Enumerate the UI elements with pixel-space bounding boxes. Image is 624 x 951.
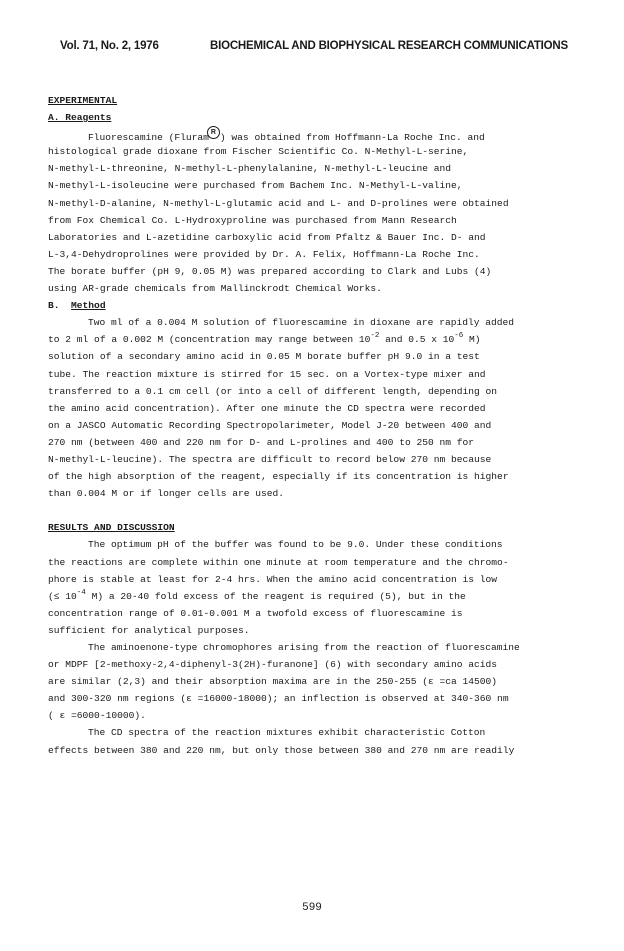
results-line: are similar (2,3) and their absorption maxima are in the 250-255 (ε =ca 14500) bbox=[48, 676, 498, 688]
reagents-line: N-methyl-L-threonine, N-methyl-L-phenylalanine, N-methyl-L-leucine and bbox=[48, 163, 452, 175]
reagents-line: using AR-grade chemicals from Mallinckrodt Chemical Works. bbox=[48, 283, 382, 295]
reagents-text: ) was obtained from Hoffmann-La Roche Inc. and bbox=[219, 132, 485, 144]
method-line: transferred to a 0.1 cm cell (or into a cell of different length, depending on bbox=[48, 385, 498, 397]
reagents-line: Laboratories and L-azetidine carboxylic acid from Pfaltz & Bauer Inc. D- and bbox=[48, 231, 486, 243]
method-line: tube. The reaction mixture is stirred for 15 sec. on a Vortex-type mixer and bbox=[48, 368, 486, 380]
method-heading-prefix: B. bbox=[48, 300, 72, 312]
reagents-line: N-methyl-L-isoleucine were purchased from Bachem Inc. N-Methyl-L-valine, bbox=[48, 180, 463, 192]
method-line bbox=[48, 331, 588, 348]
results-line: sufficient for analytical purposes. bbox=[48, 624, 250, 636]
method-heading-text: Method bbox=[71, 300, 106, 312]
method-text: to 2 ml of a 0.002 M (concentration may range between 10 bbox=[48, 334, 371, 346]
reagents-line bbox=[48, 126, 588, 143]
reagents-text: Fluorescamine (Fluram bbox=[88, 132, 209, 144]
method-line: of the high absorption of the reagent, especially if its concentration is higher bbox=[48, 471, 509, 483]
results-line: The optimum pH of the buffer was found to be 9.0. Under these conditions bbox=[88, 539, 503, 551]
method-text: and 0.5 x 10 bbox=[379, 334, 455, 346]
method-line: Two ml of a 0.004 M solution of fluorescamine in dioxane are rapidly added bbox=[88, 317, 515, 329]
results-line: ( ε =6000-10000). bbox=[48, 710, 146, 722]
method-line: on a JASCO Automatic Recording Spectropolarimeter, Model J-20 between 400 and bbox=[48, 419, 492, 431]
results-line: The aminoenone-type chromophores arising from the reaction of fluorescamine bbox=[88, 642, 520, 653]
method-text: M) bbox=[463, 334, 481, 346]
reagents-line: The borate buffer (pH 9, 0.05 M) was prepared according to Clark and Lubs (4) bbox=[48, 265, 492, 277]
results-line: or MDPF [2-methoxy-2,4-diphenyl-3(2H)-furanone] (6) with secondary amino acids bbox=[48, 659, 498, 671]
results-line: the reactions are complete within one minute at room temperature and the chromo- bbox=[48, 556, 509, 568]
results-line: phore is stable at least for 2-4 hrs. When the amino acid concentration is low bbox=[48, 573, 498, 585]
results-text: M) a 20-40 fold excess of the reagent is required (5), but in the bbox=[85, 590, 466, 602]
results-line bbox=[48, 588, 588, 605]
reagents-line: from Fox Chemical Co. L-Hydroxyproline was purchased from Mann Research bbox=[48, 214, 457, 226]
method-line: the amino acid concentration). After one minute the CD spectra were recorded bbox=[48, 402, 486, 414]
registered-mark-icon: R bbox=[207, 126, 220, 139]
results-line: concentration range of 0.01-0.001 M a twofold excess of fluorescamine is bbox=[48, 607, 463, 619]
article-body bbox=[48, 92, 588, 759]
page-number: 599 bbox=[302, 902, 322, 914]
method-line: 270 nm (between 400 and 220 nm for D- and L-prolines and 400 to 250 nm for bbox=[48, 436, 475, 448]
results-text: (≤ 10 bbox=[48, 590, 77, 602]
reagents-heading bbox=[48, 109, 588, 126]
reagents-heading-text: A. Reagents bbox=[48, 112, 112, 124]
reagents-line: L-3,4-Dehydroprolines were provided by Dr. A. Felix, Hoffmann-La Roche Inc. bbox=[48, 248, 480, 260]
results-heading: RESULTS AND DISCUSSION bbox=[48, 522, 175, 534]
results-line: and 300-320 nm regions (ε =16000-18000); an inflection is observed at 340-360 nm bbox=[48, 693, 509, 705]
results-line: The CD spectra of the reaction mixtures exhibit characteristic Cotton bbox=[88, 727, 486, 739]
results-line: effects between 380 and 220 nm, but only those between 380 and 270 nm are readily bbox=[48, 744, 515, 756]
journal-issue: Vol. 71, No. 2, 1976 bbox=[60, 40, 159, 52]
reagents-line: histological grade dioxane from Fischer Scientific Co. N-Methyl-L-serine, bbox=[48, 146, 469, 158]
section-spacer bbox=[48, 502, 588, 519]
superscript: -4 bbox=[76, 588, 86, 597]
superscript: -6 bbox=[454, 332, 464, 341]
reagents-line: N-methyl-D-alanine, N-methyl-L-glutamic acid and L- and D-prolines were obtained bbox=[48, 197, 509, 209]
method-heading bbox=[48, 297, 588, 314]
journal-title: BIOCHEMICAL AND BIOPHYSICAL RESEARCH COMMUNICATIONS bbox=[209, 40, 568, 52]
method-line: N-methyl-L-leucine). The spectra are difficult to record below 270 nm because bbox=[48, 453, 492, 465]
method-line: solution of a secondary amino acid in 0.05 M borate buffer pH 9.0 in a test bbox=[48, 351, 480, 363]
experimental-heading: EXPERIMENTAL bbox=[48, 95, 118, 106]
superscript: -2 bbox=[370, 332, 380, 341]
method-line: than 0.004 M or if longer cells are used. bbox=[48, 488, 285, 500]
